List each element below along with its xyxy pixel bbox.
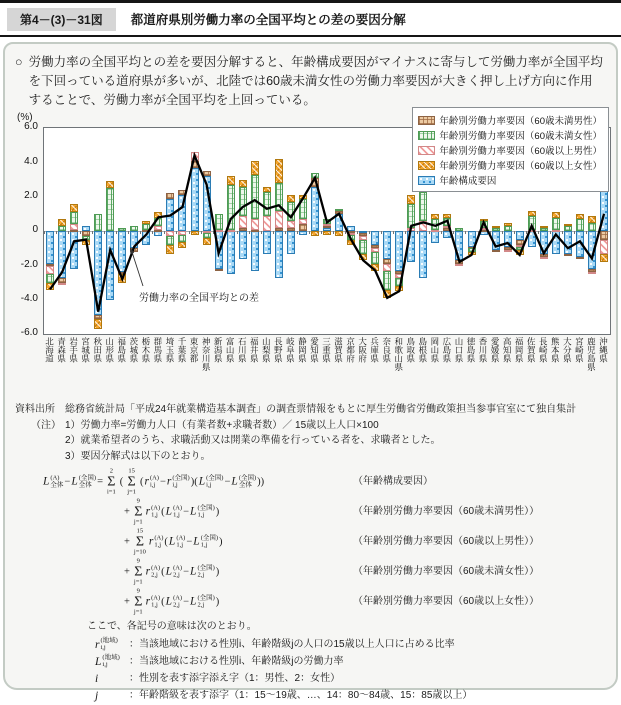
math-sup: (A) xyxy=(149,474,159,482)
x-label: 沖縄県 xyxy=(598,337,609,363)
math-base: r xyxy=(145,565,151,578)
x-label: 熊本県 xyxy=(550,337,561,363)
note-row xyxy=(15,419,608,466)
math-text: − xyxy=(64,476,71,488)
x-label: 滋賀県 xyxy=(333,337,344,363)
sum-lower: j=1 xyxy=(133,518,143,526)
math-sub: 1,j xyxy=(151,511,158,519)
x-label: 和歌山県 xyxy=(393,337,404,372)
symbol-definition-row xyxy=(95,654,608,671)
math-base: L xyxy=(165,595,173,608)
math-sup: (全国) xyxy=(238,474,257,482)
symbol-description: ：性別を表す添字添え字（1：男性、2：女性） xyxy=(129,673,341,684)
x-label: 東京都 xyxy=(189,337,200,363)
y-tick-label: -2.0 xyxy=(20,258,38,270)
symbol-description: ：当該地域における性別i、年齢階級jの人口の15歳以上人口に占める比率 xyxy=(129,639,455,650)
math-scripts xyxy=(151,505,160,519)
legend-swatch-m_over60 xyxy=(418,146,435,155)
formula-row xyxy=(15,467,608,497)
sigma: Σ xyxy=(107,474,116,490)
math-sup: (全国) xyxy=(206,474,224,482)
note-item: 3）要因分解式は以下のとおり。 xyxy=(65,450,211,462)
math-text: ( xyxy=(164,536,168,548)
x-label: 栃木県 xyxy=(140,337,151,363)
math-base: r xyxy=(148,535,154,548)
x-label: 京都府 xyxy=(345,337,356,363)
math-term xyxy=(144,474,159,491)
notes xyxy=(5,399,616,705)
symbol-definition-row xyxy=(95,671,608,688)
symbol-term xyxy=(95,654,129,671)
legend-label: 年齢別労働力率要因（60歳以上男性） xyxy=(439,146,602,158)
math-scripts xyxy=(176,535,185,549)
math-sup: (地域) xyxy=(102,654,120,662)
math-base: L xyxy=(95,655,102,668)
math-text: − xyxy=(183,506,190,518)
formula-expression xyxy=(123,559,220,586)
math-sup: (A) xyxy=(173,564,183,572)
formula-factor-label: （年齢別労働力率要因（60歳未満男性）） xyxy=(353,506,540,517)
formula-factor-label: （年齢別労働力率要因（60歳以上男性）） xyxy=(353,536,540,547)
legend-swatch-m_under60 xyxy=(418,116,435,125)
legend-label: 年齢構成要因 xyxy=(439,176,497,188)
math-sub: 全体 xyxy=(50,481,64,489)
sum-upper: 9 xyxy=(136,587,140,595)
symbol-term xyxy=(95,637,129,654)
x-label: 富山県 xyxy=(225,337,236,363)
math-scripts xyxy=(150,475,159,489)
legend-item xyxy=(418,158,602,172)
source-row xyxy=(15,403,608,418)
math-text: ) xyxy=(215,566,220,578)
math-term xyxy=(190,594,215,611)
math-term xyxy=(146,594,161,611)
math-term xyxy=(231,474,256,491)
y-tick-label: 4.0 xyxy=(24,155,38,167)
formula-factor-label: （年齢構成要因） xyxy=(353,476,433,487)
x-label: 福岡県 xyxy=(514,337,525,363)
math-text: + xyxy=(124,566,130,578)
math-scripts xyxy=(173,505,182,519)
x-label: 千葉県 xyxy=(176,337,187,363)
sum-lower: j=1 xyxy=(133,578,143,586)
legend xyxy=(412,107,609,192)
math-base: L xyxy=(190,565,197,578)
x-label: 鳥取県 xyxy=(405,337,416,363)
math-sup: (A) xyxy=(173,504,183,512)
sum-lower: j=1 xyxy=(133,608,143,616)
chart xyxy=(5,113,616,399)
symbol-description: ：年齢階級を表す添字（1：15～19歳、…、14：80～84歳、15：85歳以上） xyxy=(129,690,473,701)
x-label: 長崎県 xyxy=(538,337,549,363)
math-text: + xyxy=(124,506,130,518)
math-sub: 2,j xyxy=(197,601,205,609)
summary-paragraph xyxy=(5,44,616,112)
symbol-definitions xyxy=(15,637,608,705)
x-label: 福井県 xyxy=(249,337,260,363)
math-base: L xyxy=(198,475,206,488)
math-scripts xyxy=(197,505,214,519)
note-items xyxy=(65,419,608,466)
zero-axis-tick xyxy=(610,231,611,234)
math-term xyxy=(146,564,161,581)
math-text: ( xyxy=(161,596,165,608)
y-axis-unit: (%) xyxy=(17,112,33,124)
y-tick-label: -6.0 xyxy=(20,327,38,339)
x-label: 神奈川県 xyxy=(201,337,212,372)
sum-upper: 15 xyxy=(136,527,144,535)
sum-lower: j=1 xyxy=(127,488,136,496)
math-term xyxy=(169,534,185,551)
sum-symbol xyxy=(134,529,146,556)
math-sup: (A) xyxy=(154,534,164,542)
sigma: Σ xyxy=(134,504,143,520)
sum-upper: 9 xyxy=(136,497,140,505)
math-text: ( xyxy=(161,566,165,578)
math-term xyxy=(149,534,164,551)
math-sup: (地域) xyxy=(100,637,118,645)
x-label: 青森県 xyxy=(56,337,67,363)
math-sub: i,j xyxy=(206,481,212,489)
formula-row xyxy=(15,587,608,617)
x-label: 群馬県 xyxy=(152,337,163,363)
x-label: 鹿児島県 xyxy=(586,337,597,372)
formula-expression xyxy=(123,529,224,556)
sigma: Σ xyxy=(127,474,136,490)
math-sub: 1,j xyxy=(197,511,205,519)
math-base: r xyxy=(145,595,151,608)
sum-symbol xyxy=(127,469,136,496)
legend-swatch-f_over60 xyxy=(418,161,435,170)
math-base: L xyxy=(43,475,50,488)
math-text: = xyxy=(97,476,103,488)
math-sup: (全国) xyxy=(197,594,215,602)
sum-symbol xyxy=(134,499,143,526)
figure-box xyxy=(3,42,618,702)
formula-factor-label: （年齢別労働力率要因（60歳未満女性）） xyxy=(353,566,540,577)
formula-row xyxy=(15,497,608,527)
math-base: r xyxy=(95,638,100,651)
math-sub: i,j xyxy=(149,481,156,489)
legend-swatch-f_under60 xyxy=(418,131,435,140)
x-label: 高知県 xyxy=(502,337,513,363)
math-base: L xyxy=(71,475,78,488)
sum-lower: j=10 xyxy=(133,548,146,556)
x-label: 新潟県 xyxy=(213,337,224,363)
math-scripts xyxy=(151,565,160,579)
y-tick-label: 6.0 xyxy=(24,121,38,133)
math-scripts xyxy=(239,475,256,489)
formula-expression xyxy=(43,469,265,496)
math-sup: (A) xyxy=(151,564,161,572)
math-term xyxy=(166,504,182,521)
math-scripts xyxy=(102,655,119,669)
x-label: 茨城県 xyxy=(128,337,139,363)
math-scripts xyxy=(206,475,223,489)
math-term xyxy=(167,474,190,491)
math-sub: 2,j xyxy=(173,601,180,609)
figure-title: 都道府県別労働力率の全国平均との差の要因分解 xyxy=(130,13,406,27)
legend-swatch-age_structure xyxy=(418,176,435,185)
x-label: 山口県 xyxy=(453,337,464,363)
math-sub: i,j xyxy=(100,644,106,652)
sum-upper: 15 xyxy=(128,467,135,475)
line-annotation-label: 労働力率の全国平均との差 xyxy=(139,293,259,305)
math-sup: (A) xyxy=(151,594,161,602)
math-base: i xyxy=(95,672,99,685)
math-sub: 1,j xyxy=(154,541,162,549)
sum-symbol xyxy=(107,469,116,496)
math-sub: 2,j xyxy=(173,571,180,579)
math-sup: (全国) xyxy=(78,474,97,482)
math-base: L xyxy=(231,475,238,488)
math-term xyxy=(190,504,215,521)
math-scripts xyxy=(172,475,189,489)
x-label: 島根県 xyxy=(417,337,428,363)
figure-number: 第4－(3)－31図 xyxy=(7,8,116,31)
math-text: + xyxy=(124,596,130,608)
legend-label: 年齢別労働力率要因（60歳未満女性） xyxy=(439,131,602,143)
symbol-definition-row xyxy=(95,637,608,654)
x-label: 秋田県 xyxy=(92,337,103,363)
math-sub: 全体 xyxy=(238,481,252,489)
math-base: j xyxy=(95,689,99,702)
y-tick-label: -4.0 xyxy=(20,292,38,304)
math-sup: (全国) xyxy=(172,474,190,482)
math-base: r xyxy=(145,505,151,518)
symbol-term xyxy=(95,688,129,705)
math-base: r xyxy=(144,475,149,488)
x-axis-labels xyxy=(43,335,609,397)
math-sup: (全国) xyxy=(200,534,219,542)
math-text: ) xyxy=(215,596,220,608)
formula-row xyxy=(15,557,608,587)
math-text: )( xyxy=(190,476,198,488)
x-label: 北海道 xyxy=(44,337,55,363)
math-scripts xyxy=(154,535,163,549)
math-sup: (A) xyxy=(151,504,161,512)
math-base: L xyxy=(165,505,173,518)
legend-label: 年齢別労働力率要因（60歳未満男性） xyxy=(439,116,602,128)
x-label: 香川県 xyxy=(478,337,489,363)
note-item: 2）就業希望者のうち、求職活動又は開業の準備を行っている者を、求職者とした。 xyxy=(65,435,441,447)
math-text: ( xyxy=(161,506,165,518)
math-sub: 2,j xyxy=(197,571,205,579)
formula-expression xyxy=(123,499,220,526)
legend-item xyxy=(418,113,602,127)
math-text: ( xyxy=(139,476,144,488)
math-sup: (A) xyxy=(50,474,60,482)
x-label: 宮崎県 xyxy=(574,337,585,363)
sum-lower: i=1 xyxy=(107,488,116,496)
math-scripts xyxy=(173,565,182,579)
math-term xyxy=(95,637,118,654)
x-label: 大阪府 xyxy=(357,337,368,363)
x-label: 愛知県 xyxy=(309,337,320,363)
math-text: − xyxy=(186,536,193,548)
math-sup: (全国) xyxy=(197,504,215,512)
formula-factor-label: （年齢別労働力率要因（60歳以上女性）） xyxy=(353,596,540,607)
math-text: − xyxy=(159,476,166,488)
math-text: + xyxy=(124,536,130,548)
x-label: 岩手県 xyxy=(68,337,79,363)
annotation-arrow xyxy=(132,252,143,286)
x-label: 三重県 xyxy=(321,337,332,363)
formula-expression xyxy=(123,589,220,616)
math-term xyxy=(199,474,224,491)
sum-symbol xyxy=(134,589,143,616)
math-term xyxy=(166,564,182,581)
math-term xyxy=(193,534,218,551)
math-term xyxy=(95,654,120,671)
legend-item xyxy=(418,128,602,142)
x-label: 広島県 xyxy=(441,337,452,363)
source-label: 資料出所 xyxy=(15,404,55,416)
math-sub: i,j xyxy=(172,481,178,489)
symbol-definition-row xyxy=(95,688,608,705)
math-text: ( xyxy=(119,476,124,488)
math-text: − xyxy=(183,566,190,578)
math-base: L xyxy=(190,505,197,518)
x-label: 大分県 xyxy=(562,337,573,363)
sigma: Σ xyxy=(134,564,143,580)
symbols-intro: ここで、各記号の意味は次のとおり。 xyxy=(87,621,257,633)
formula-row xyxy=(15,527,608,557)
x-label: 兵庫県 xyxy=(369,337,380,363)
legend-item xyxy=(418,173,602,187)
math-sub: 1,j xyxy=(176,541,184,549)
legend-item xyxy=(418,143,602,157)
math-sub: 2,j xyxy=(151,571,158,579)
math-sub: 1,j xyxy=(151,601,158,609)
x-label: 佐賀県 xyxy=(526,337,537,363)
math-term xyxy=(166,594,182,611)
math-base: r xyxy=(166,475,172,488)
note-item: 1）労働力率=労働力人口（有業者数+求職者数）／ 15歳以上人口×100 xyxy=(65,419,379,431)
math-text: ) xyxy=(219,536,223,548)
x-label: 山梨県 xyxy=(261,337,272,363)
x-label: 奈良県 xyxy=(381,337,392,363)
x-label: 岐阜県 xyxy=(285,337,296,363)
math-sub: 1,j xyxy=(173,511,180,519)
math-scripts xyxy=(50,475,63,489)
x-label: 福島県 xyxy=(116,337,127,363)
math-term xyxy=(190,564,215,581)
x-label: 埼玉県 xyxy=(164,337,175,363)
x-label: 静岡県 xyxy=(297,337,308,363)
math-sub: i,j xyxy=(102,661,108,669)
math-sup: (全国) xyxy=(197,564,215,572)
math-scripts xyxy=(201,535,218,549)
note-label: （注） xyxy=(31,419,61,431)
math-scripts xyxy=(79,475,96,489)
math-base: L xyxy=(165,565,173,578)
math-scripts xyxy=(151,595,160,609)
legend-label: 年齢別労働力率要因（60歳以上女性） xyxy=(439,161,602,173)
math-sub: 1,j xyxy=(200,541,208,549)
math-term xyxy=(43,474,63,491)
math-scripts xyxy=(197,595,214,609)
math-scripts xyxy=(100,638,117,652)
sum-symbol xyxy=(134,559,143,586)
math-scripts xyxy=(173,595,182,609)
math-sup: (A) xyxy=(173,594,183,602)
x-label: 石川県 xyxy=(237,337,248,363)
math-text: − xyxy=(183,596,190,608)
sigma: Σ xyxy=(135,534,144,550)
source-text: 総務省統計局「平成24年就業構造基本調査」の調査票情報をもとに厚生労働省労働政策担当参事官室にて独自集計 xyxy=(65,404,577,416)
math-text: )) xyxy=(257,476,265,488)
y-tick-label: 2.0 xyxy=(24,189,38,201)
math-base: L xyxy=(168,535,176,548)
x-label: 宮城県 xyxy=(80,337,91,363)
x-label: 徳島県 xyxy=(466,337,476,363)
x-label: 愛媛県 xyxy=(490,337,501,363)
math-term xyxy=(146,504,161,521)
symbol-description: ：当該地域における性別i、年齢階級jの労働力率 xyxy=(129,656,344,667)
formulas xyxy=(15,467,608,617)
math-sup: (A) xyxy=(176,534,186,542)
math-base: L xyxy=(190,595,197,608)
x-label: 山形県 xyxy=(104,337,115,363)
math-term xyxy=(71,474,96,491)
math-text: − xyxy=(224,476,231,488)
sigma: Σ xyxy=(134,594,143,610)
math-scripts xyxy=(197,565,214,579)
math-text: ) xyxy=(215,506,220,518)
sum-upper: 2 xyxy=(109,467,113,475)
x-label: 長野県 xyxy=(273,337,284,363)
summary-text: 労働力率の全国平均との差を要因分解すると、年齢構成要因がマイナスに寄与して労働力率が全国平均を下回っている道府県が多いが、北陸では60歳未満女性の労働力率要因が大きく押し上げ方向に作用することで、労働力率が全国平均を上回っている。 xyxy=(28,55,603,107)
x-label: 岡山県 xyxy=(429,337,440,363)
symbol-term xyxy=(95,671,129,688)
math-base: L xyxy=(193,535,200,548)
bullet-circle: ○ xyxy=(15,55,23,69)
y-tick-label: 0 xyxy=(32,224,38,236)
figure-header xyxy=(0,3,621,37)
math-sub: 全体 xyxy=(78,481,92,489)
sum-upper: 9 xyxy=(136,557,140,565)
